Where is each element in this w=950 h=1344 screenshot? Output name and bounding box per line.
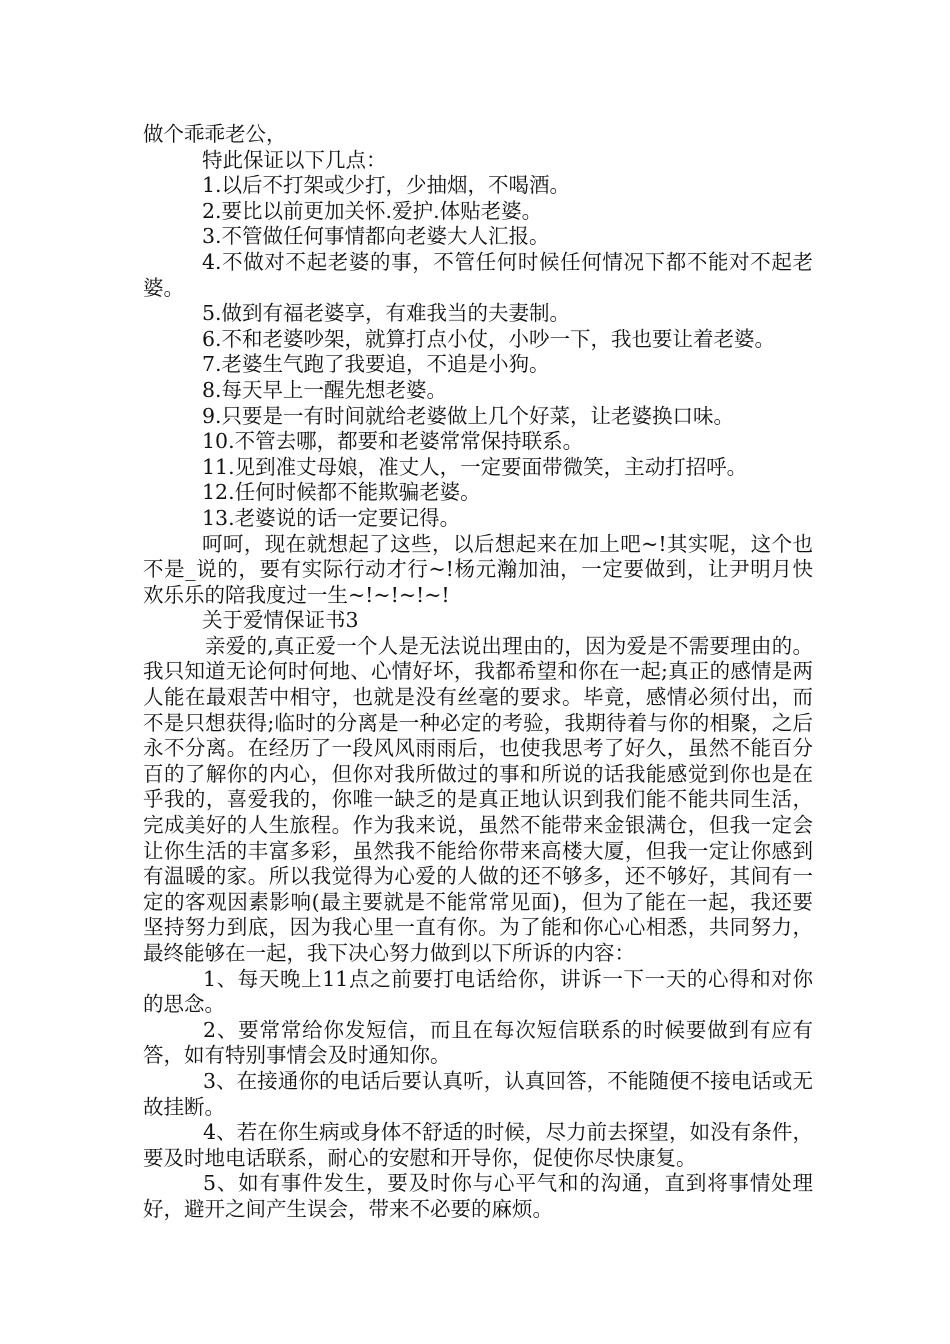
letter-body: 亲爱的,真正爱一个人是无法说出理由的，因为爱是不需要理由的。我只知道无论何时何地、心情好坏，我都希望和你在一起;真正的感情是两人能在最艰苦中相守，也就是没有丝毫的要求。毕竟，感情必须付出，而不是只想获得;临时的分离是一种必定的考验，我期待着与你的相聚，之后永不分离。在经历了一段风风雨雨后，也使我思考了好久，虽然不能百分百的了解你的内心，但你对我所做过的事和所说的话我能感觉到你也是在乎我的，喜爱我的，你唯一缺乏的是真正地认识到我们能不能共同生活，完成美好的人生旅程。作为我来说，虽然不能带来金银满仓，但我一定会让你生活的丰富多彩，虽然我不能给你带来高楼大厦，但我一定让你感到有温暖的家。所以我觉得为心爱的人做的还不够多，还不够好，其间有一定的客观因素影响(最主要就是不能常常见面)，但为了能在一起，我还要坚持努力到底，因为我心里一直有你。为了能和你心心相悉，共同努力，最终能够在一起，我下决心努力做到以下所诉的内容：	[143, 633, 813, 965]
promise-item: 6.不和老婆吵架，就算打点小仗，小吵一下，我也要让着老婆。	[202, 326, 776, 351]
promise-item: 9.只要是一有时间就给老婆做上几个好菜，让老婆换口味。	[202, 403, 735, 428]
promise-item: 11.见到准丈母娘，准丈人，一定要面带微笑，主动打招呼。	[202, 454, 748, 479]
promise-item: 10.不管去哪，都要和老婆常常保持联系。	[202, 429, 584, 454]
promise-item: 13.老婆说的话一定要记得。	[202, 505, 461, 530]
promise-item: 2.要比以前更加关怀.爱护.体贴老婆。	[202, 198, 543, 223]
closing-paragraph: 呵呵，现在就想起了这些，以后想起来在加上吧~!其实呢，这个也不是_说的，要有实际行动才行~!杨元瀚加油，一定要做到，让尹明月快欢乐乐的陪我度过一生~!~!~!~!	[143, 531, 813, 607]
promise-item: 5.做到有福老婆享，有难我当的夫妻制。	[202, 301, 571, 326]
document-page	[143, 122, 813, 1223]
commitment-item: 3、在接通你的电话后要认真听，认真回答，不能随便不接电话或无故挂断。	[143, 1068, 813, 1119]
promise-item: 7.老婆生气跑了我要追，不追是小狗。	[202, 352, 550, 377]
promise-heading: 特此保证以下几点：	[202, 147, 387, 172]
promise-list	[143, 173, 813, 531]
commitment-item: 4、若在你生病或身体不舒适的时候，尽力前去探望，如没有条件，要及时地电话联系，耐心的安慰和开导你，促使你尽快康复。	[143, 1120, 813, 1170]
section-title: 关于爱情保证书3	[202, 608, 359, 633]
commitment-item: 5、如有事件发生，要及时你与心平气和的沟通，直到将事情处理好，避开之间产生误会，带来不必要的麻烦。	[143, 1171, 813, 1221]
commitment-item: 2、要常常给你发短信，而且在每次短信联系的时候要做到有应有答，如有特别事情会及时通知你。	[143, 1017, 813, 1068]
promise-item: 1.以后不打架或少打，少抽烟，不喝酒。	[202, 173, 571, 198]
commitment-item: 1、每天晚上11点之前要打电话给你，讲诉一下一天的心得和对你的思念。	[143, 966, 813, 1017]
promise-item: 12.任何时候都不能欺骗老婆。	[202, 480, 481, 505]
promise-item: 8.每天早上一醒先想老婆。	[202, 377, 448, 402]
intro-line: 做个乖乖老公，	[143, 122, 287, 146]
commitment-list	[143, 967, 813, 1223]
promise-item: 3.不管做任何事情都向老婆大人汇报。	[202, 224, 550, 249]
promise-item: 4.不做对不起老婆的事，不管任何时候任何情况下都不能对不起老婆。	[143, 249, 813, 300]
